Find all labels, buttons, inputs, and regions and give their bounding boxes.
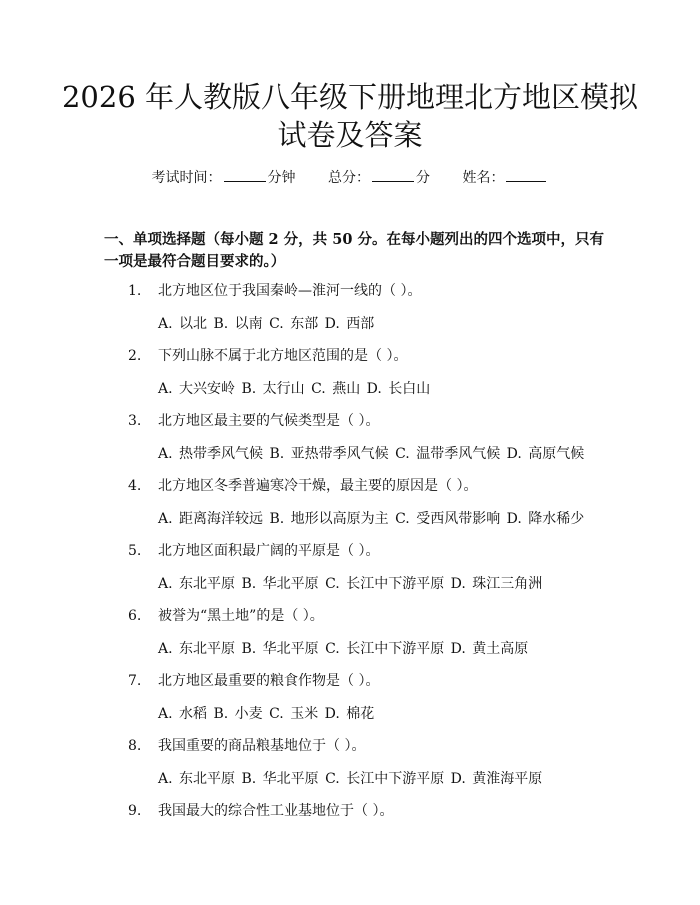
question-item [0, 341, 700, 406]
section-heading-single-choice: 一、单项选择题（每小题 2 分，共 50 分。在每小题列出的四个选项中，只有一项是最符合题目要求的。） [104, 231, 604, 270]
question-number: 1. [128, 283, 142, 299]
question-item [0, 406, 700, 471]
question-options: A. 距离海洋较远 B. 地形以高原为主 C. 受西风带影响 D. 降水稀少 [158, 511, 585, 527]
total-score-field [328, 167, 430, 188]
question-item [0, 796, 700, 861]
total-score-blank [372, 167, 414, 182]
question-item [0, 666, 700, 731]
question-options: A. 东北平原 B. 华北平原 C. 长江中下游平原 D. 黄土高原 [158, 641, 529, 657]
total-score-unit: 分 [416, 170, 430, 186]
question-item [0, 471, 700, 536]
question-options: A. 以北 B. 以南 C. 东部 D. 西部 [158, 316, 375, 332]
question-text: 北方地区位于我国秦岭—淮河一线的（ ）。 [158, 283, 422, 299]
exam-time-blank [224, 167, 266, 182]
student-name-label: 姓名： [462, 170, 505, 186]
question-text: 北方地区最重要的粮食作物是（ ）。 [158, 673, 380, 689]
exam-title-line-1: 2026 年人教版八年级下册地理北方地区模拟 [61, 80, 639, 114]
exam-meta-line [0, 167, 700, 188]
student-name-blank [506, 167, 546, 182]
exam-title [60, 78, 640, 154]
question-options: A. 大兴安岭 B. 太行山 C. 燕山 D. 长白山 [158, 381, 431, 397]
question-text: 北方地区冬季普遍寒冷干燥，最主要的原因是（ ）。 [158, 478, 478, 494]
question-number: 8. [128, 738, 142, 754]
exam-time-label: 考试时间： [151, 170, 222, 186]
question-list [0, 276, 700, 861]
question-item [0, 601, 700, 666]
question-number: 4. [128, 478, 142, 494]
question-number: 2. [128, 348, 142, 364]
question-text: 我国最大的综合性工业基地位于（ ）。 [158, 803, 394, 819]
exam-time-unit: 分钟 [267, 170, 296, 186]
question-number: 5. [128, 543, 142, 559]
exam-time-field [152, 167, 296, 188]
exam-title-line-2: 试卷及答案 [277, 118, 423, 152]
question-text: 下列山脉不属于北方地区范围的是（ ）。 [158, 348, 408, 364]
question-options: A. 热带季风气候 B. 亚热带季风气候 C. 温带季风气候 D. 高原气候 [158, 446, 585, 462]
total-score-label: 总分： [328, 170, 370, 186]
question-number: 6. [128, 608, 142, 624]
question-item [0, 536, 700, 601]
question-text: 我国重要的商品粮基地位于（ ）。 [158, 738, 366, 754]
question-options: A. 东北平原 B. 华北平原 C. 长江中下游平原 D. 黄淮海平原 [158, 771, 543, 787]
question-options: A. 东北平原 B. 华北平原 C. 长江中下游平原 D. 珠江三角洲 [158, 576, 543, 592]
question-item [0, 731, 700, 796]
question-number: 3. [128, 413, 142, 429]
question-text: 北方地区最主要的气候类型是（ ）。 [158, 413, 380, 429]
question-options: A. 水稻 B. 小麦 C. 玉米 D. 棉花 [158, 706, 375, 722]
student-name-field [462, 167, 548, 188]
question-text: 北方地区面积最广阔的平原是（ ）。 [158, 543, 380, 559]
question-item [0, 276, 700, 341]
question-text: 被誉为“黑土地”的是（ ）。 [158, 608, 324, 624]
question-number: 9. [128, 803, 142, 819]
question-number: 7. [128, 673, 142, 689]
